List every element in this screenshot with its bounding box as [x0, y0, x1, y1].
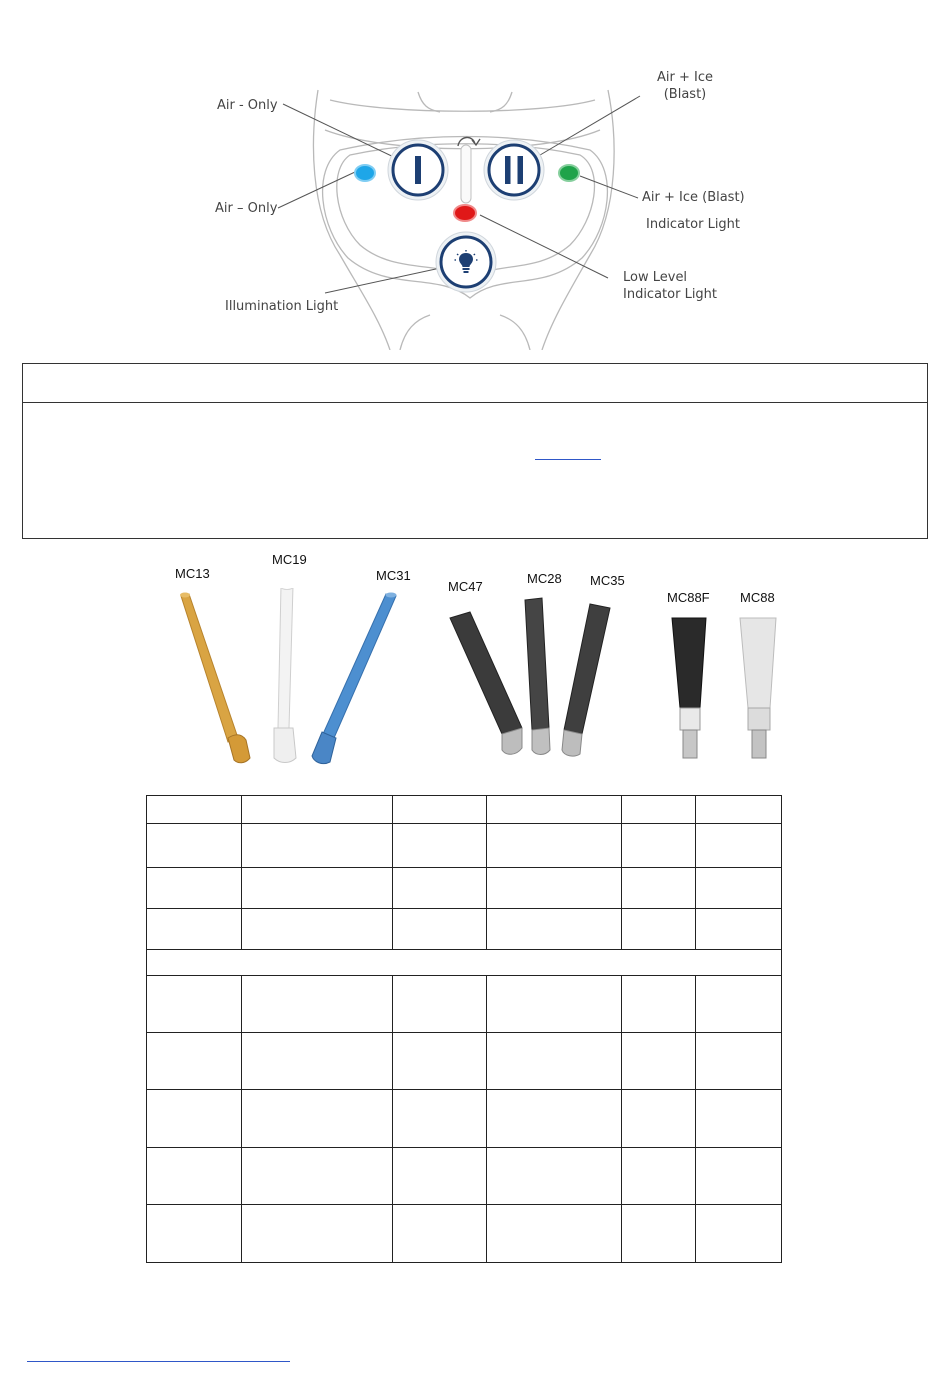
table-row [147, 868, 782, 909]
info-box [22, 363, 928, 539]
tip-mc31 [312, 593, 397, 764]
tip-mc13 [180, 593, 250, 763]
lightbulb-icon [454, 250, 478, 276]
label-air-ice-button [650, 70, 720, 102]
label-air-ice-light [642, 190, 745, 232]
label-mc19: MC19 [272, 552, 307, 567]
label-illumination-light: Illumination Light [225, 299, 339, 314]
tip-mc47 [450, 612, 522, 754]
label-mc47: MC47 [448, 579, 483, 594]
product-photos [150, 548, 800, 773]
label-air-only-button: Air - Only [217, 98, 278, 113]
footer-hyperlink[interactable] [27, 1361, 290, 1362]
low-level-indicator-light [453, 203, 477, 223]
tip-mc35 [562, 604, 610, 756]
label-mc88f: MC88F [667, 590, 710, 605]
label-mc35: MC35 [590, 573, 625, 588]
label-mc31: MC31 [376, 568, 411, 583]
table-header-row [147, 796, 782, 824]
label-air-only-light: Air – Only [215, 201, 278, 216]
table-row [147, 909, 782, 950]
tip-mc88 [740, 618, 776, 758]
label-air-ice-line2: (Blast) [663, 87, 707, 102]
tip-mc28 [525, 598, 550, 755]
table-row [147, 976, 782, 1033]
label-low-level-light [623, 270, 717, 302]
table-row [147, 824, 782, 868]
label-air-ice-light-line1: Air + Ice (Blast) [642, 190, 745, 205]
table-row [147, 1033, 782, 1090]
tip-mc88f [672, 618, 706, 758]
table-row [147, 1090, 782, 1148]
label-mc88: MC88 [740, 590, 775, 605]
tips-illustration [150, 588, 800, 773]
label-low-level-line1: Low Level [623, 270, 688, 285]
tip-mc19 [274, 588, 296, 763]
air-ice-indicator-light [558, 163, 580, 183]
label-air-ice-light-line2: Indicator Light [646, 217, 741, 232]
label-low-level-line2: Indicator Light [623, 287, 718, 302]
label-mc28: MC28 [527, 571, 562, 586]
info-box-header [23, 364, 927, 403]
label-mc13: MC13 [175, 566, 210, 581]
info-hyperlink[interactable] [535, 459, 601, 460]
table-row [147, 1148, 782, 1205]
table-row [147, 1205, 782, 1263]
air-only-indicator-light [354, 163, 376, 183]
label-air-ice-line1: Air + Ice [657, 70, 713, 85]
control-panel-diagram [190, 60, 760, 350]
table-section-row [147, 950, 782, 976]
spec-table [146, 795, 782, 1263]
